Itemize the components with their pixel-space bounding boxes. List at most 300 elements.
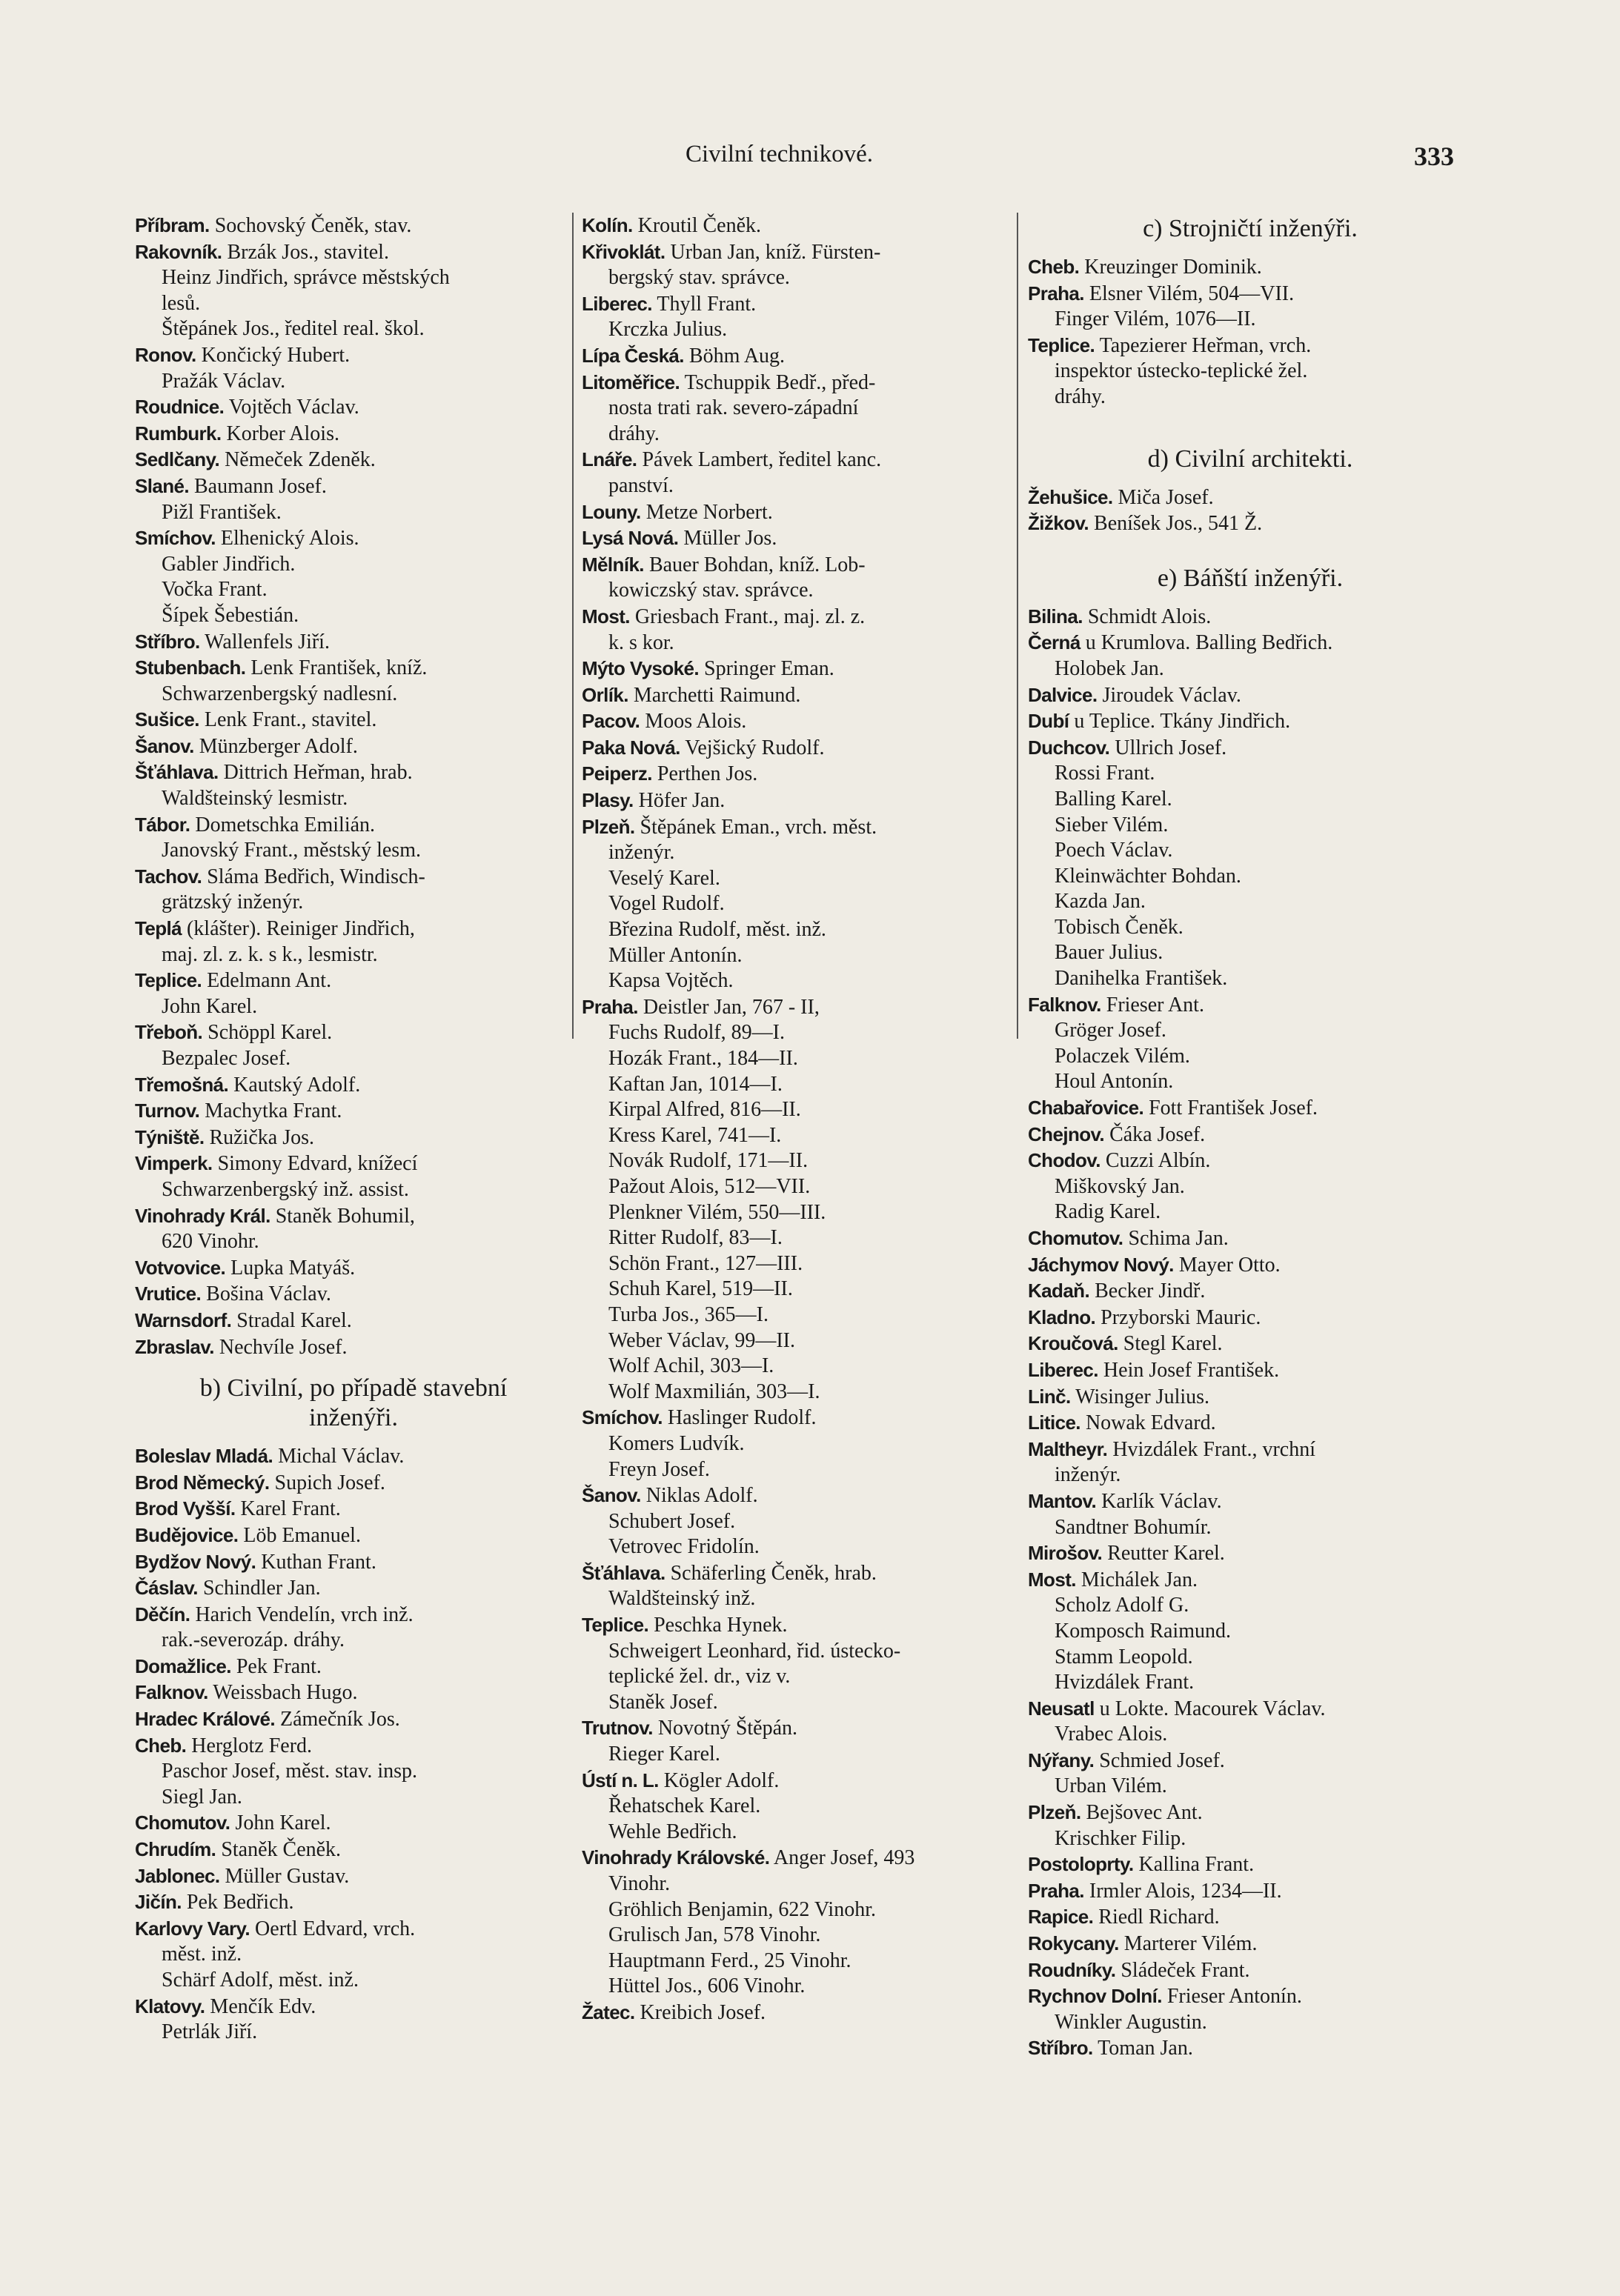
entry-text: Schima Jan. (1123, 1227, 1229, 1250)
place-name: Lnáře. (582, 448, 637, 471)
entry-text: měst. inž. (162, 1943, 242, 1966)
entry-list (582, 213, 1019, 2026)
entry-text: Hüttel Jos., 606 Vinohr. (608, 1974, 806, 1998)
directory-line (1028, 1331, 1473, 1357)
entry-text: Urban Jan, kníž. Fürsten- (665, 240, 881, 264)
directory-line (582, 396, 1019, 422)
entry-text: Korber Alois. (221, 422, 339, 445)
directory-line (582, 1200, 1019, 1226)
directory-line (1028, 1851, 1473, 1878)
directory-line (582, 1586, 1019, 1612)
entry-text: Lupka Matyáš. (225, 1256, 356, 1280)
directory-line (582, 788, 1019, 814)
place-name: Neusatl (1028, 1697, 1095, 1720)
place-name: Vrutice. (135, 1282, 202, 1305)
entry-text: Münzberger Adolf. (193, 734, 358, 758)
directory-line (135, 916, 572, 942)
directory-line (582, 1046, 1019, 1072)
directory-line (135, 1151, 572, 1177)
entry-text: Kazda Jan. (1055, 890, 1146, 914)
entry-text: Hein Josef František. (1098, 1358, 1280, 1382)
directory-line (135, 942, 572, 968)
entry-text: Schweigert Leonhard, řid. ústecko- (608, 1639, 901, 1663)
directory-line (135, 864, 572, 891)
place-name: Kolín. (582, 214, 633, 236)
place-name: Smíchov. (135, 527, 216, 550)
directory-line (1028, 1357, 1473, 1384)
place-name: Šťáhlava. (582, 1561, 665, 1584)
entry-text: Freyn Josef. (608, 1457, 710, 1481)
entry-text: Sochovský Čeněk, stav. (209, 214, 412, 237)
place-name: Mirošov. (1028, 1542, 1103, 1565)
directory-line (135, 603, 572, 629)
directory-line (1028, 1619, 1473, 1645)
entry-text: Frieser Ant. (1101, 993, 1204, 1016)
place-name: Plzeň. (582, 815, 635, 838)
directory-line (1028, 485, 1473, 511)
place-name: Teplá (135, 917, 182, 940)
entry-text: Schwarzenbergský inž. assist. (162, 1177, 409, 1201)
place-name: Bilina. (1028, 605, 1083, 628)
entry-text: Miškovský Jan. (1055, 1174, 1185, 1198)
entry-text: Wisinger Julius. (1070, 1385, 1210, 1408)
entry-text: Irmler Alois, 1234—II. (1083, 1879, 1282, 1903)
directory-line (135, 759, 572, 786)
place-name: Vimperk. (135, 1152, 213, 1175)
directory-line (582, 994, 1019, 1021)
entry-text: Brzák Jos., stavitel. (222, 240, 389, 264)
place-name: Děčín. (135, 1603, 190, 1625)
entry-text: Peschka Hynek. (648, 1614, 788, 1637)
entry-text: Polaczek Vilém. (1055, 1044, 1190, 1068)
directory-line (582, 473, 1019, 499)
directory-line (1028, 915, 1473, 941)
directory-line (1028, 813, 1473, 839)
entry-text: Herglotz Ferd. (186, 1734, 313, 1757)
place-name: Rumburk. (135, 422, 222, 445)
place-name: Šanov. (582, 1484, 641, 1507)
directory-line (1028, 604, 1473, 630)
place-name: Klatovy. (135, 1994, 205, 2017)
directory-line (582, 499, 1019, 526)
directory-line (135, 1549, 572, 1576)
entry-text: Griesbach Frant., maj. zl. z. (629, 605, 866, 628)
directory-line (582, 447, 1019, 473)
entry-text: 620 Vinohr. (162, 1230, 259, 1254)
entry-text: kowiczský stav. správce. (608, 579, 814, 602)
entry-text: Poech Václav. (1055, 839, 1173, 862)
entry-text: Nechvíle Josef. (213, 1335, 348, 1359)
directory-line (1028, 1488, 1473, 1515)
directory-line (1028, 1095, 1473, 1122)
directory-line (1028, 1696, 1473, 1723)
entry-text: Elhenický Alois. (215, 527, 359, 550)
directory-line (582, 1097, 1019, 1123)
directory-line (135, 421, 572, 447)
entry-text: Hauptmann Ferd., 25 Vinohr. (608, 1949, 852, 1972)
entry-text: Bauer Julius. (1055, 941, 1163, 965)
directory-line (135, 1733, 572, 1760)
entry-text: Schmidt Alois. (1082, 605, 1212, 628)
entry-text: grätzský inženýr. (162, 891, 304, 914)
place-name: Liberec. (582, 292, 652, 315)
entry-text: Stegl Karel. (1118, 1332, 1223, 1356)
directory-line (582, 1483, 1019, 1509)
entry-text: Machytka Frant. (199, 1099, 342, 1123)
place-name: Žižkov. (1028, 512, 1089, 535)
directory-line (135, 552, 572, 578)
directory-line (135, 525, 572, 552)
directory-line (582, 735, 1019, 762)
directory-line (582, 317, 1019, 343)
entry-text: Elsner Vilém, 504—VII. (1083, 282, 1295, 305)
directory-line (1028, 307, 1473, 333)
entry-text: Perthen Jos. (651, 762, 758, 786)
directory-line (582, 1664, 1019, 1690)
directory-line (135, 838, 572, 864)
directory-line (582, 370, 1019, 396)
directory-line (582, 1225, 1019, 1251)
directory-line (582, 1148, 1019, 1174)
directory-line (582, 1405, 1019, 1431)
directory-line (582, 761, 1019, 788)
entry-list (1028, 485, 1473, 537)
place-name: Příbram. (135, 214, 210, 236)
directory-line (1028, 656, 1473, 682)
place-name: Warnsdorf. (135, 1308, 232, 1331)
directory-line (135, 1523, 572, 1549)
place-name: Žatec. (582, 2000, 635, 2023)
entry-text: Baumann Josef. (189, 474, 327, 498)
directory-line (1028, 1437, 1473, 1463)
place-name: Chrudím. (135, 1838, 216, 1861)
entry-text: Bezpalec Josef. (162, 1047, 291, 1070)
section-heading-c: c) Strojničtí inženýři. (1143, 215, 1358, 242)
entry-text: Heinz Jindřich, správce městských (162, 266, 450, 290)
place-name: Rakovník. (135, 240, 222, 263)
place-name: Nýřany. (1028, 1748, 1095, 1771)
entry-text: rak.-severozáp. dráhy. (162, 1628, 345, 1652)
place-name: Slané. (135, 474, 189, 497)
place-name: Linč. (1028, 1385, 1071, 1408)
entry-text: Turba Jos., 365—I. (608, 1302, 768, 1326)
entry-text: Winkler Augustin. (1055, 2010, 1207, 2034)
directory-line (582, 239, 1019, 266)
entry-text: Staněk Josef. (608, 1690, 718, 1714)
place-name: Paka Nová. (582, 736, 680, 759)
directory-line (135, 316, 572, 342)
entry-text: Pražák Václav. (162, 369, 286, 393)
entry-text: Jiroudek Václav. (1097, 683, 1241, 707)
directory-line (1028, 838, 1473, 864)
entry-text: Marterer Vilém. (1118, 1932, 1258, 1956)
entry-text: Novotný Štěpán. (652, 1717, 798, 1740)
place-name: Smíchov. (582, 1406, 663, 1429)
section-heading-d: d) Civilní architekti. (1147, 445, 1353, 473)
entry-text: Březina Rudolf, měst. inž. (608, 918, 826, 942)
entry-text: Müller Antonín. (608, 943, 743, 967)
entry-text: Sieber Vilém. (1055, 813, 1169, 836)
entry-text: Marchetti Raimund. (628, 683, 801, 707)
entry-text: Lenk František, kníž. (245, 656, 428, 680)
place-name: Louny. (582, 500, 641, 523)
entry-text: Tschuppik Bedř., před- (680, 370, 876, 394)
entry-text: Schmied Josef. (1094, 1748, 1225, 1772)
entry-text: Krczka Julius. (608, 318, 728, 342)
entry-text: Pižl František. (162, 500, 282, 524)
directory-line (582, 1328, 1019, 1354)
directory-line (582, 1509, 1019, 1535)
directory-line (582, 682, 1019, 709)
directory-line (1028, 1957, 1473, 1984)
running-header: Civilní technikové. (685, 141, 873, 167)
directory-line (1028, 864, 1473, 890)
entry-text: Nowak Edvard. (1080, 1411, 1216, 1435)
directory-line (582, 1768, 1019, 1794)
directory-line (135, 369, 572, 395)
directory-line (1028, 254, 1473, 281)
place-name: Vinohrady Královské. (582, 1846, 770, 1869)
directory-line (582, 1020, 1019, 1046)
directory-line (582, 866, 1019, 892)
directory-line (135, 1994, 572, 2020)
entry-text: Pávek Lambert, ředitel kanc. (637, 448, 882, 472)
entry-text: Przyborski Mauric. (1095, 1305, 1261, 1329)
entry-list (135, 1443, 572, 2046)
place-name: Lípa Česká. (582, 344, 684, 367)
directory-line (1028, 1410, 1473, 1437)
place-name: Trutnov. (582, 1717, 653, 1740)
entry-text: Wallenfels Jiří. (199, 630, 330, 653)
place-name: Zbraslav. (135, 1335, 214, 1358)
place-name: Plasy. (582, 789, 634, 812)
directory-line (135, 1628, 572, 1654)
entry-text: Vočka Frant. (162, 578, 268, 602)
entry-text: Müller Gustav. (219, 1864, 350, 1888)
entry-text: Moos Alois. (640, 710, 747, 733)
directory-line (135, 812, 572, 839)
directory-line (1028, 1069, 1473, 1095)
entry-text: Reutter Karel. (1102, 1542, 1225, 1565)
directory-line (1028, 940, 1473, 966)
entry-text: u Lokte. Macourek Václav. (1094, 1697, 1326, 1720)
directory-line (135, 1308, 572, 1334)
directory-line (1028, 1931, 1473, 1957)
entry-text: Sandtner Bohumír. (1055, 1515, 1212, 1539)
entry-text: Siegl Jan. (162, 1785, 242, 1808)
place-name: Roudníky. (1028, 1958, 1116, 1981)
column-divider (572, 213, 574, 1039)
directory-line (135, 655, 572, 682)
place-name: Sedlčany. (135, 448, 220, 471)
directory-line (135, 890, 572, 916)
entry-text: Radig Karel. (1055, 1200, 1161, 1224)
entry-text: Bošina Václav. (201, 1282, 331, 1306)
directory-line (1028, 1148, 1473, 1174)
place-name: Černá (1028, 631, 1080, 654)
place-name: Litice. (1028, 1411, 1080, 1434)
entry-text: Paschor Josef, měst. stav. insp. (162, 1760, 418, 1783)
directory-line (135, 994, 572, 1020)
directory-line (1028, 787, 1473, 813)
directory-line (582, 630, 1019, 656)
entry-text: teplické žel. dr., viz v. (608, 1665, 791, 1688)
directory-line (1028, 1252, 1473, 1279)
directory-line (135, 1470, 572, 1497)
entry-text: Štěpánek Eman., vrch. měst. (634, 815, 877, 839)
entry-text: dráhy. (1055, 385, 1106, 408)
directory-line (1028, 1384, 1473, 1411)
entry-text: Kleinwächter Bohdan. (1055, 864, 1241, 888)
directory-line (582, 578, 1019, 604)
place-name: Rapice. (1028, 1906, 1094, 1929)
entry-text: Staněk Bohumil, (270, 1204, 415, 1228)
directory-line (1028, 708, 1473, 735)
entry-text: Kallina Frant. (1133, 1853, 1255, 1877)
directory-line (135, 291, 572, 317)
place-name: Třeboň. (135, 1021, 203, 1044)
entry-text: Harich Vendelín, vrch inž. (190, 1603, 414, 1626)
entry-text: Lenk Frant., stavitel. (199, 708, 377, 732)
entry-text: u Krumlova. Balling Bedřich. (1080, 631, 1333, 655)
directory-line (135, 1889, 572, 1916)
entry-text: Waldšteinský lesmistr. (162, 787, 348, 811)
directory-line (135, 1602, 572, 1628)
place-name: Vinohrady Král. (135, 1204, 270, 1227)
entry-text: Zámečník Jos. (274, 1708, 400, 1731)
place-name: Třemošná. (135, 1073, 229, 1096)
place-name: Domažlice. (135, 1654, 231, 1677)
place-name: Kladno. (1028, 1305, 1096, 1328)
place-name: Turnov. (135, 1099, 200, 1122)
entry-text: John Karel. (230, 1811, 331, 1835)
place-name: Falknov. (135, 1681, 208, 1704)
directory-line (135, 1575, 572, 1602)
entry-text: Holobek Jan. (1055, 656, 1164, 680)
column-2 (582, 213, 1019, 2026)
directory-line (135, 500, 572, 526)
directory-line (1028, 1305, 1473, 1331)
directory-line (135, 473, 572, 500)
directory-line (582, 917, 1019, 943)
entry-text: Končický Hubert. (196, 343, 351, 367)
directory-line (1028, 359, 1473, 385)
entry-text: Wolf Achil, 303—I. (608, 1354, 774, 1378)
place-name: Chabařovice. (1028, 1097, 1144, 1119)
directory-line (582, 656, 1019, 682)
entry-text: Ružička Jos. (204, 1125, 314, 1149)
entry-text: Řehatschek Karel. (608, 1794, 761, 1818)
place-name: Chomutov. (135, 1811, 230, 1834)
entry-text: Plenkner Vilém, 550—III. (608, 1200, 826, 1224)
directory-line (135, 968, 572, 994)
place-name: Litoměřice. (582, 370, 680, 393)
directory-line (135, 1098, 572, 1125)
column-3 (1028, 213, 1473, 2062)
place-name: Votvovice. (135, 1256, 226, 1279)
entry-text: Metze Norbert. (640, 500, 773, 524)
directory-line (1028, 1044, 1473, 1070)
directory-line (135, 1072, 572, 1099)
entry-text: Rieger Karel. (608, 1743, 720, 1766)
section-heading-line: b) Civilní, po případě stavební (199, 1374, 508, 1402)
place-name: Mělník. (582, 553, 644, 576)
directory-line (135, 1229, 572, 1255)
directory-line (1028, 735, 1473, 762)
place-name: Most. (582, 605, 630, 628)
place-name: Stubenbach. (135, 656, 246, 679)
directory-line (135, 1443, 572, 1470)
directory-line (135, 1496, 572, 1523)
entry-text: Balling Karel. (1055, 787, 1172, 811)
entry-text: Gröger Josef. (1055, 1019, 1166, 1042)
directory-line (1028, 333, 1473, 359)
place-name: Jablonec. (135, 1864, 220, 1887)
directory-line (1028, 630, 1473, 656)
place-name: Chejnov. (1028, 1122, 1105, 1145)
place-name: Brod Vyšší. (135, 1497, 236, 1520)
entry-text: Michálek Jan. (1075, 1568, 1198, 1591)
entry-text: Stradal Karel. (231, 1308, 352, 1332)
place-name: Stříbro. (1028, 2037, 1093, 2060)
directory-line (582, 1123, 1019, 1149)
entry-text: Staněk Čeněk. (216, 1838, 342, 1862)
place-name: Tábor. (135, 813, 190, 836)
directory-line (582, 1923, 1019, 1949)
place-name: Teplice. (582, 1614, 649, 1637)
section-heading-b (135, 1374, 572, 1433)
directory-line (1028, 1878, 1473, 1905)
directory-line (135, 786, 572, 812)
place-name: Šanov. (135, 734, 194, 757)
place-name: Týniště. (135, 1125, 205, 1148)
entry-text: Deistler Jan, 767 - II, (637, 995, 820, 1019)
directory-line (135, 1177, 572, 1203)
entry-text: Waldšteinský inž. (608, 1587, 756, 1611)
place-name: Rychnov Dolní. (1028, 1985, 1162, 2008)
entry-text: Vejšický Rudolf. (680, 736, 825, 759)
entry-text: Tobisch Čeněk. (1055, 915, 1184, 939)
directory-line (135, 447, 572, 473)
entry-text: Dometschka Emilián. (190, 813, 376, 836)
directory-line (582, 1174, 1019, 1200)
directory-line (1028, 889, 1473, 915)
entry-text: Ullrich Josef. (1109, 736, 1227, 759)
place-name: Lysá Nová. (582, 527, 679, 550)
directory-line (135, 1281, 572, 1308)
directory-line (1028, 1904, 1473, 1931)
directory-line (1028, 992, 1473, 1019)
directory-line (582, 1639, 1019, 1665)
entry-text: Michal Václav. (273, 1445, 405, 1468)
directory-line (582, 814, 1019, 841)
directory-line (582, 1690, 1019, 1716)
entry-text: Krischker Filip. (1055, 1826, 1186, 1850)
place-name: Žehušice. (1028, 485, 1113, 508)
directory-line (135, 577, 572, 603)
directory-line (135, 1203, 572, 1230)
entry-text: Čáka Josef. (1104, 1122, 1206, 1146)
place-name: Postoloprty. (1028, 1853, 1134, 1876)
directory-line (1028, 1567, 1473, 1594)
directory-line (135, 265, 572, 291)
directory-line (135, 213, 572, 239)
entry-text: maj. zl. z. k. s k., lesmistr. (162, 942, 378, 966)
entry-text: Sládeček Frant. (1115, 1958, 1250, 1982)
directory-line (135, 1968, 572, 1994)
entry-text: Karel Frant. (235, 1497, 341, 1521)
directory-line (1028, 682, 1473, 709)
